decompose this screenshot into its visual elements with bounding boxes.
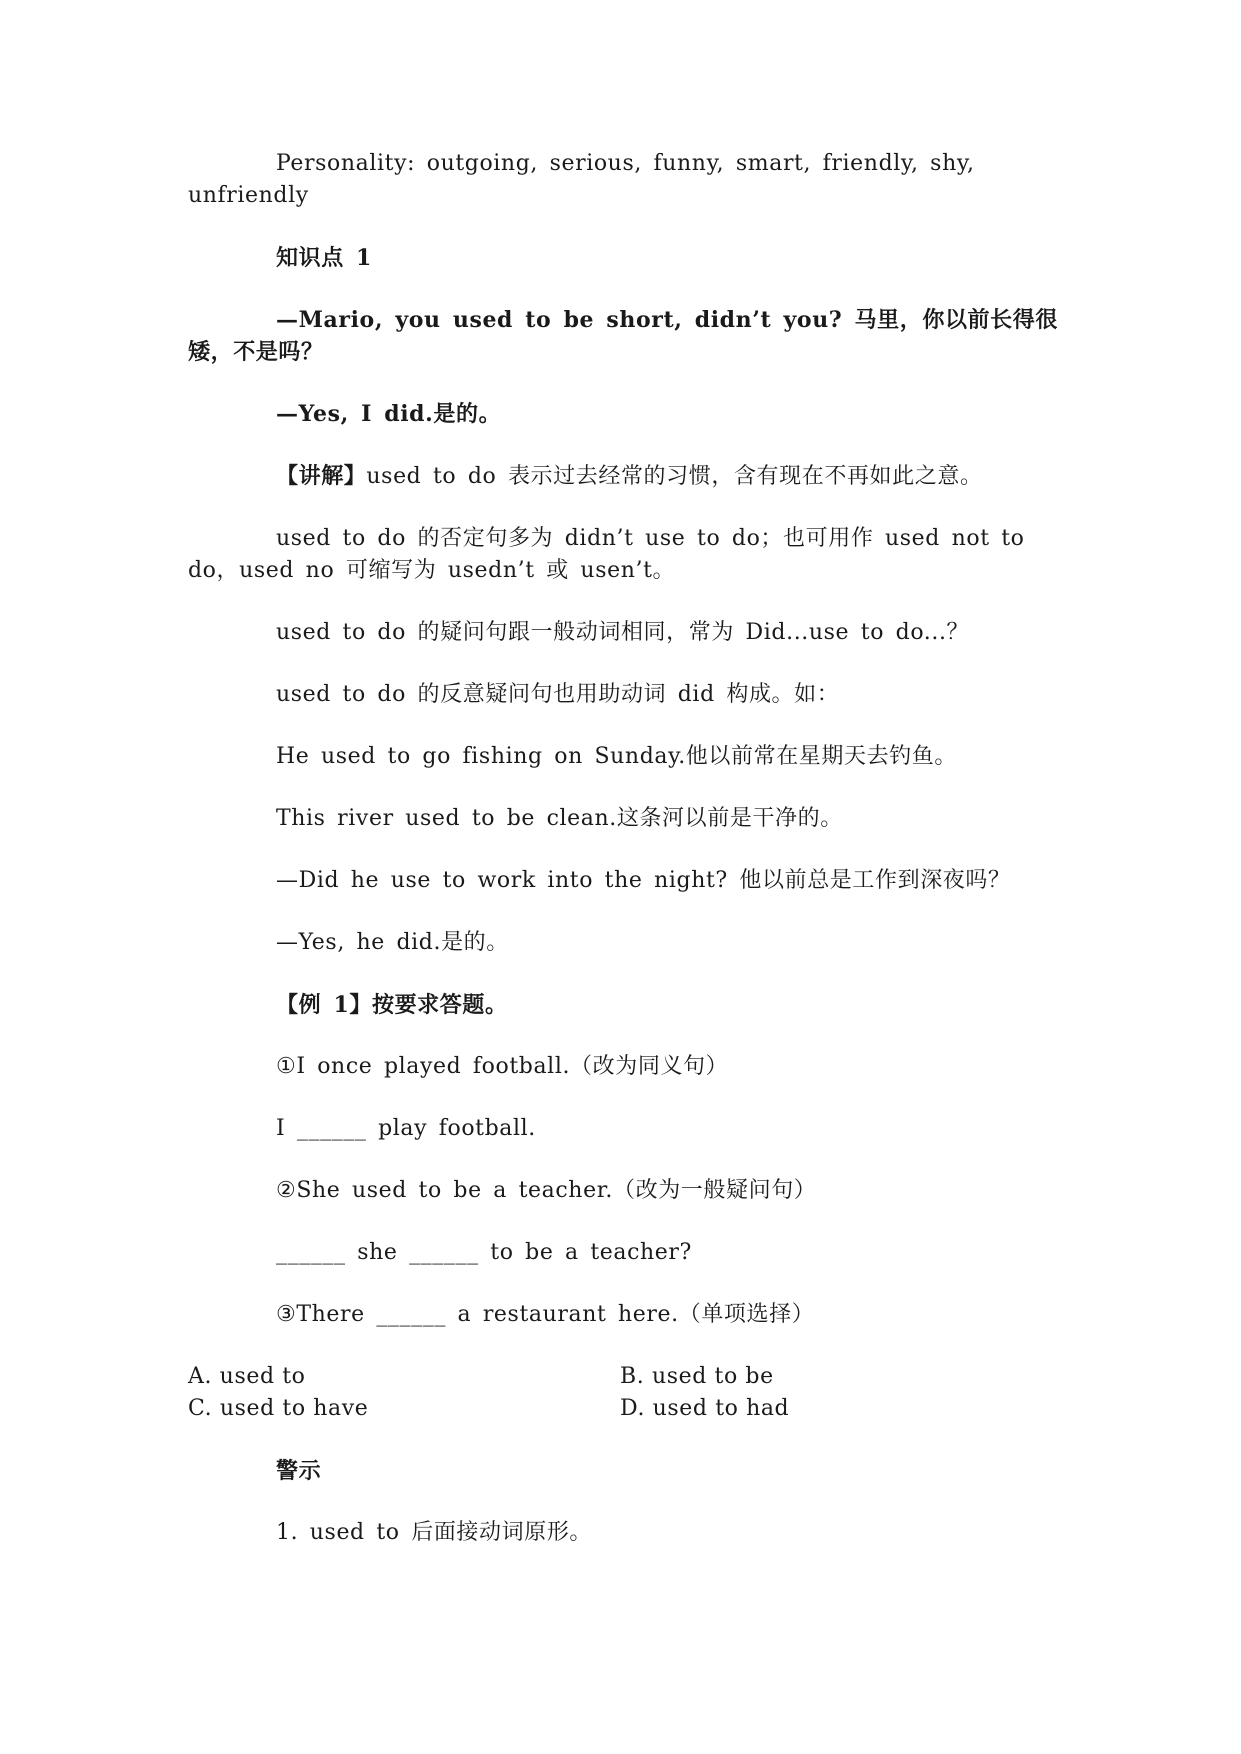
explanation-paragraph (188, 460, 1058, 493)
warning-item-1: 1. used to 后面接动词原形。 (276, 1520, 593, 1545)
exercise-item-1: ①I once played football.（改为同义句） (276, 1054, 729, 1079)
tag-question-note: used to do 的反意疑问句也用助动词 did 构成。如： (276, 682, 840, 707)
exercise-item-2: ②She used to be a teacher.（改为一般疑问句） (276, 1178, 817, 1203)
document-page (188, 148, 1058, 1579)
knowledge-point-heading: 知识点 1 (276, 245, 372, 271)
example-question: —Mario, you used to be short, didn’t you? 马里，你以前长得很矮，不是吗？ (188, 307, 1058, 365)
example-answer: —Yes, I did.是的。 (276, 401, 502, 427)
negative-form-note: used to do 的否定句多为 didn’t use to do；也可用作 used not to do，used no 可缩写为 usedn’t 或 usen’t。 (188, 526, 1025, 583)
example-dialog-answer: —Yes, he did.是的。 (276, 930, 509, 955)
example-sentence-2: This river used to be clean.这条河以前是干净的。 (276, 806, 843, 831)
exercise-item-2-blank: ______ she ______ to be a teacher? (276, 1240, 692, 1265)
exercise-heading: 【例 1】按要求答题。 (276, 992, 508, 1018)
answer-options (188, 1361, 1058, 1425)
option-b: B. used to be (620, 1364, 774, 1389)
example-dialog-question: —Did he use to work into the night? 他以前总是工作到深夜吗？ (276, 868, 1011, 893)
question-form-note: used to do 的疑问句跟一般动词相同，常为 Did...use to do...？ (276, 620, 970, 645)
warning-heading: 警示 (276, 1458, 322, 1484)
option-a: A. used to (188, 1364, 306, 1389)
explanation-text: used to do 表示过去经常的习惯，含有现在不再如此之意。 (366, 464, 983, 489)
explanation-label: 【讲解】 (276, 463, 367, 489)
example-sentence-1: He used to go fishing on Sunday.他以前常在星期天去钓鱼。 (276, 744, 957, 769)
option-c: C. used to have (188, 1396, 369, 1421)
exercise-item-1-blank: I ______ play football. (276, 1116, 536, 1141)
option-d: D. used to had (620, 1396, 790, 1421)
personality-line: Personality: outgoing, serious, funny, smart, friendly, shy, unfriendly (188, 151, 975, 208)
exercise-item-3: ③There ______ a restaurant here.（单项选择） (276, 1302, 815, 1327)
